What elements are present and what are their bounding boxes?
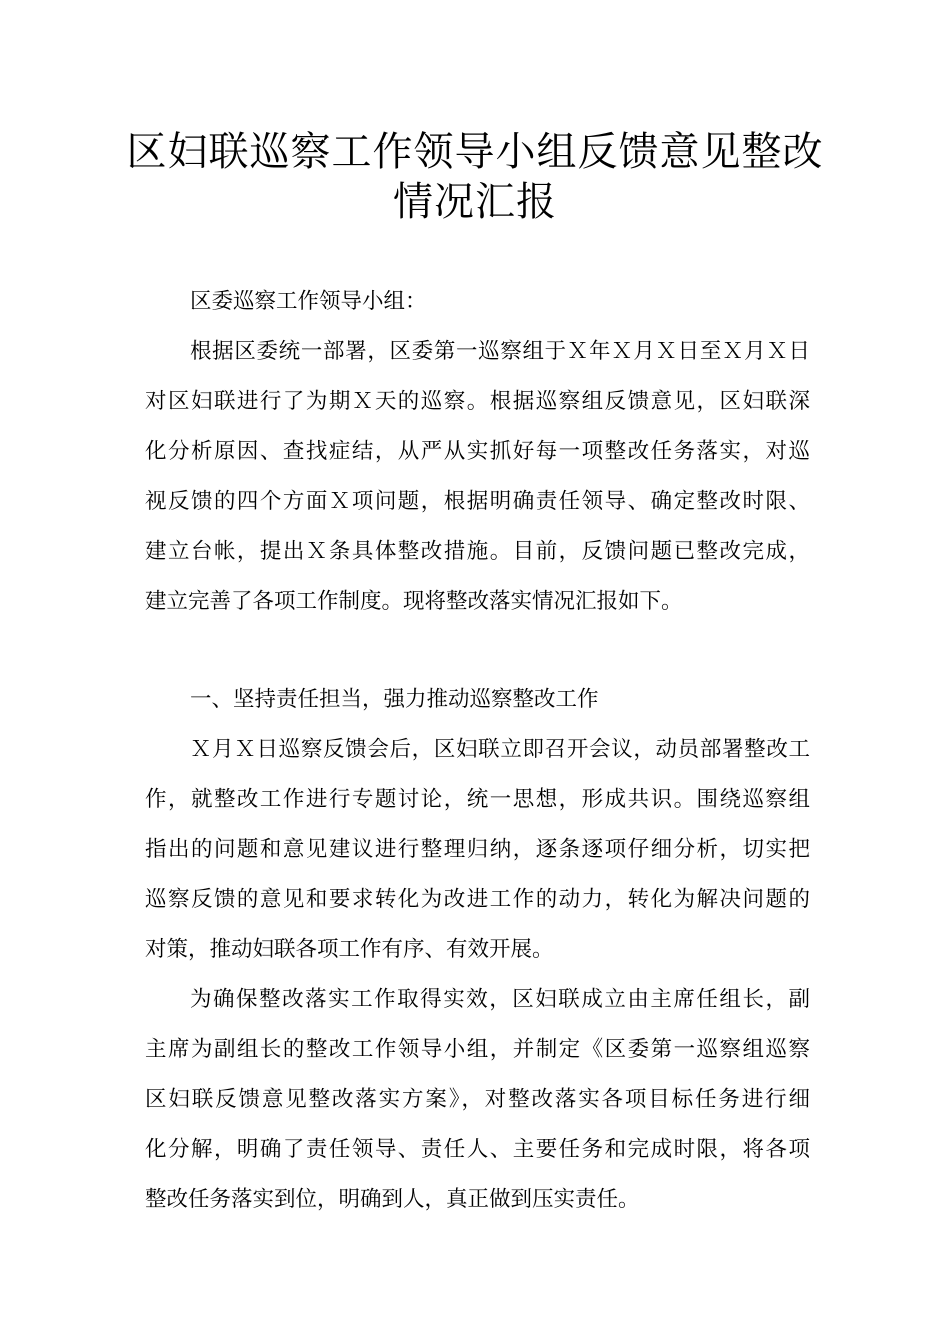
salutation: 区委巡察工作领导小组： — [190, 289, 427, 314]
paragraph-3-line-5: 整改任务落实到位，明确到人，真正做到压实责任。 — [145, 1187, 640, 1212]
paragraph-2-line-2: 作，就整改工作进行专题讨论，统一思想，形成共识。围绕巡察组 — [145, 787, 810, 812]
paragraph-2-line-4: 巡察反馈的意见和要求转化为改进工作的动力，转化为解决问题的 — [145, 887, 810, 912]
paragraph-1-line-5: 建立台帐，提出Ｘ条具体整改措施。目前，反馈问题已整改完成， — [145, 539, 810, 564]
paragraph-3-line-1: 为确保整改落实工作取得实效，区妇联成立由主席任组长，副 — [190, 987, 810, 1012]
paragraph-1-line-3: 化分析原因、查找症结，从严从实抓好每一项整改任务落实，对巡 — [145, 439, 810, 464]
paragraph-3-line-4: 化分解，明确了责任领导、责任人、主要任务和完成时限，将各项 — [145, 1137, 810, 1162]
paragraph-2-line-1: Ｘ月Ｘ日巡察反馈会后，区妇联立即召开会议，动员部署整改工 — [190, 737, 810, 762]
paragraph-2-line-3: 指出的问题和意见建议进行整理归纳，逐条逐项仔细分析，切实把 — [145, 837, 810, 862]
paragraph-1-line-4: 视反馈的四个方面Ｘ项问题，根据明确责任领导、确定整改时限、 — [145, 489, 810, 514]
paragraph-2-line-5: 对策，推动妇联各项工作有序、有效开展。 — [145, 937, 554, 962]
paragraph-1-line-6: 建立完善了各项工作制度。现将整改落实情况汇报如下。 — [145, 589, 683, 614]
paragraph-1-line-2: 对区妇联进行了为期Ｘ天的巡察。根据巡察组反馈意见，区妇联深 — [145, 389, 810, 414]
paragraph-3-line-3: 区妇联反馈意见整改落实方案》，对整改落实各项目标任务进行细 — [145, 1087, 810, 1112]
document-title-line-1: 区妇联巡察工作领导小组反馈意见整改 — [126, 129, 824, 175]
paragraph-3-line-2: 主席为副组长的整改工作领导小组，并制定《区委第一巡察组巡察 — [145, 1037, 810, 1062]
document-title-line-2: 情况汇报 — [393, 179, 557, 225]
section-1-heading: 一、坚持责任担当，强力推动巡察整改工作 — [190, 687, 599, 712]
paragraph-1-line-1: 根据区委统一部署，区委第一巡察组于Ｘ年Ｘ月Ｘ日至Ｘ月Ｘ日 — [190, 339, 810, 364]
